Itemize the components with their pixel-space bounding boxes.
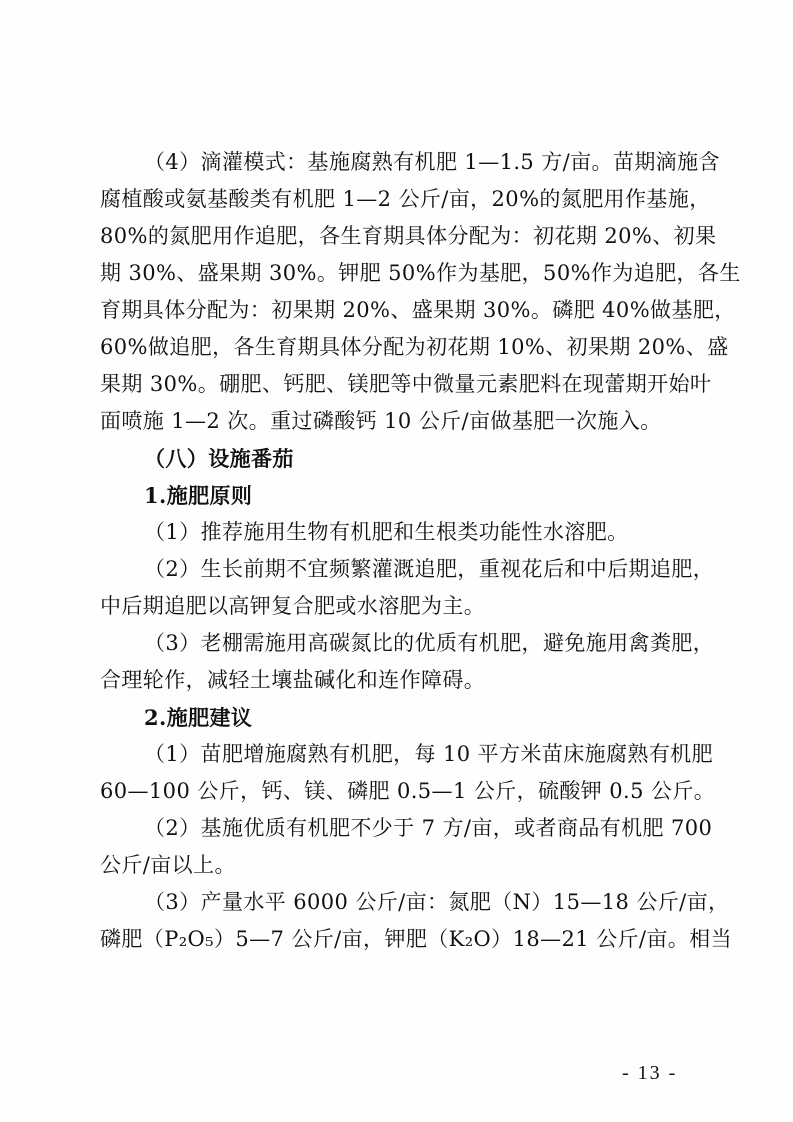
subsection-heading: 1.施肥原则 xyxy=(144,483,253,508)
paragraph-line: 面喷施 1—2 次。重过磷酸钙 10 公斤/亩做基肥一次施入。 xyxy=(100,409,662,433)
page-number: - 13 - xyxy=(622,1062,678,1084)
paragraph-line: （2）基施优质有机肥不少于 7 方/亩，或者商品有机肥 700 xyxy=(144,816,713,840)
paragraph-line: 育期具体分配为：初果期 20%、盛果期 30%。磷肥 40%做基肥， xyxy=(100,298,736,322)
paragraph-line: 期 30%、盛果期 30%。钾肥 50%作为基肥，50%作为追肥，各生 xyxy=(100,261,741,285)
paragraph-line: （1）苗肥增施腐熟有机肥，每 10 平方米苗床施腐熟有机肥 xyxy=(144,742,714,766)
paragraph-line: 60—100 公斤，钙、镁、磷肥 0.5—1 公斤，硫酸钾 0.5 公斤。 xyxy=(100,779,716,803)
paragraph-line: 80%的氮肥用作追肥，各生育期具体分配为：初花期 20%、初果 xyxy=(100,224,717,248)
body-text xyxy=(100,144,741,958)
paragraph-line: 中后期追肥以高钾复合肥或水溶肥为主。 xyxy=(100,594,486,618)
paragraph-line: 60%做追肥，各生育期具体分配为初花期 10%、初果期 20%、盛 xyxy=(100,335,729,359)
paragraph-line: （3）产量水平 6000 公斤/亩：氮肥（N）15—18 公斤/亩， xyxy=(144,890,730,914)
paragraph-line: 腐植酸或氨基酸类有机肥 1—2 公斤/亩，20%的氮肥用作基施， xyxy=(100,187,711,211)
paragraph-line: （1）推荐施用生物有机肥和生根类功能性水溶肥。 xyxy=(144,520,629,544)
paragraph-line: （2）生长前期不宜频繁灌溉追肥，重视花后和中后期追肥， xyxy=(144,557,715,581)
paragraph-line: （4）滴灌模式：基施腐熟有机肥 1—1.5 方/亩。苗期滴施含 xyxy=(144,150,720,174)
paragraph-line: 公斤/亩以上。 xyxy=(100,853,236,877)
paragraph-line: 合理轮作，减轻土壤盐碱化和连作障碍。 xyxy=(100,668,486,692)
paragraph-line: 磷肥（P₂O₅）5—7 公斤/亩，钾肥（K₂O）18—21 公斤/亩。相当 xyxy=(100,927,732,951)
subsection-heading: 2.施肥建议 xyxy=(144,705,253,730)
section-heading: （八）设施番茄 xyxy=(144,446,294,471)
paragraph-line: （3）老棚需施用高碳氮比的优质有机肥，避免施用禽粪肥， xyxy=(144,631,715,655)
paragraph-line: 果期 30%。硼肥、钙肥、镁肥等中微量元素肥料在现蕾期开始叶 xyxy=(100,372,712,396)
